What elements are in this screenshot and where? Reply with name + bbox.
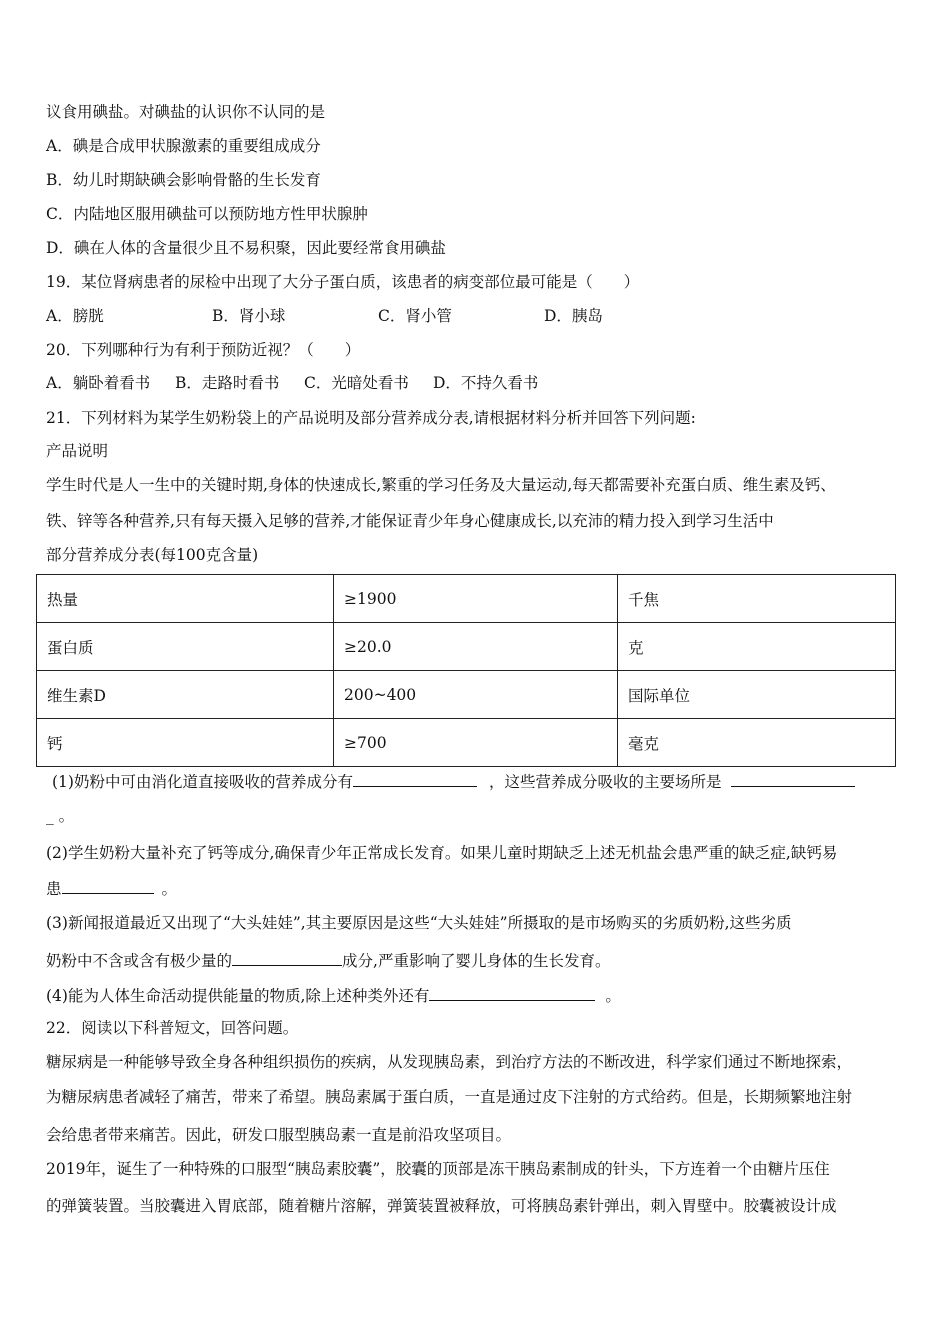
- table-cell: 维生素D: [37, 671, 334, 719]
- q22-paragraph-line: 会给患者带来痛苦。因此，研发口服型胰岛素一直是前沿攻坚项目。: [46, 1126, 512, 1144]
- q20-option-b: B．走路时看书: [175, 374, 280, 392]
- table-cell: 钙: [37, 719, 334, 767]
- q21-sub4: [46, 984, 621, 1006]
- q22-stem: 22．阅读以下科普短文，回答问题。: [46, 1019, 299, 1037]
- q21-table-caption: 部分营养成分表(每100克含量): [46, 546, 259, 564]
- nutrition-table: [36, 574, 896, 767]
- table-cell: ≥700: [334, 719, 618, 767]
- q21-sub3-text-c: 成分,严重影响了婴儿身体的生长发育。: [342, 952, 611, 970]
- q20-option-c: C．光暗处看书: [304, 374, 409, 392]
- answer-blank-1[interactable]: [353, 770, 477, 787]
- q18-option-b: B．幼儿时期缺碘会影响骨骼的生长发育: [46, 171, 321, 189]
- q21-sub3-line2: [46, 949, 610, 971]
- q22-paragraph-line: 糖尿病是一种能够导致全身各种组织损伤的疾病，从发现胰岛素，到治疗方法的不断改进，科学家们通过不断地探索，: [46, 1053, 853, 1071]
- answer-blank-5[interactable]: [429, 984, 595, 1001]
- q21-sub1-text-b: ，这些营养成分吸收的主要场所是: [488, 773, 722, 791]
- table-cell: ≥20.0: [334, 623, 618, 671]
- q21-product-text-2: 铁、锌等各种营养,只有每天摄入足够的营养,才能保证青少年身心健康成长,以充沛的精力投入到学习生活中: [46, 512, 774, 530]
- q20-stem: 20．下列哪种行为有利于预防近视？（ ）: [46, 341, 361, 359]
- q21-sub4-text-b: 。: [605, 987, 621, 1005]
- q18-option-d: D．碘在人体的含量很少且不易积聚，因此要经常食用碘盐: [46, 239, 446, 257]
- table-cell: 200~400: [334, 671, 618, 719]
- q19-option-d: D．胰岛: [544, 307, 603, 325]
- table-cell: 热量: [37, 575, 334, 623]
- table-row: [37, 671, 896, 719]
- answer-blank-4[interactable]: [232, 949, 342, 966]
- table-cell: 国际单位: [618, 671, 896, 719]
- q19-option-b: B．肾小球: [212, 307, 286, 325]
- q21-product-text-1: 学生时代是人一生中的关键时期,身体的快速成长,繁重的学习任务及大量运动,每天都需要补充蛋白质、维生素及钙、: [46, 476, 836, 494]
- table-row: [37, 575, 896, 623]
- q21-sub4-text-a: (4)能为人体生命活动提供能量的物质,除上述种类外还有: [46, 987, 430, 1005]
- q20-options: [46, 373, 538, 393]
- q21-product-heading: 产品说明: [46, 442, 109, 460]
- q21-sub3-text-b: 奶粉中不含或含有极少量的: [46, 952, 233, 970]
- answer-blank-2[interactable]: [731, 770, 855, 787]
- table-row: [37, 623, 896, 671]
- q19-option-c: C．肾小管: [378, 307, 452, 325]
- table-cell: 千焦: [618, 575, 896, 623]
- q18-option-a: A．碘是合成甲状腺激素的重要组成成分: [46, 137, 321, 155]
- table-cell: 毫克: [618, 719, 896, 767]
- q21-sub2-text-c: 。: [161, 880, 178, 898]
- q21-sub1-end: _ 。: [46, 807, 75, 825]
- q22-paragraph-line: 2019年，诞生了一种特殊的口服型“胰岛素胶囊”，胶囊的顶部是冻干胰岛素制成的针头，下方连着一个由糖片压住: [46, 1160, 830, 1178]
- q22-paragraph-line: 的弹簧装置。当胶囊进入胃底部，随着糖片溶解，弹簧装置被释放，可将胰岛素针弹出，刺入胃壁中。胶囊被设计成: [46, 1197, 837, 1215]
- q21-sub2-line1: (2)学生奶粉大量补充了钙等成分,确保青少年正常成长发育。如果儿童时期缺乏上述无机盐会患严重的缺乏症,缺钙易: [46, 844, 838, 862]
- table-cell: ≥1900: [334, 575, 618, 623]
- q21-sub2-text-b: 患: [46, 880, 62, 898]
- table-cell: 克: [618, 623, 896, 671]
- q21-sub2-line2: [46, 877, 177, 899]
- q19-options: [46, 306, 603, 326]
- q21-sub1: [52, 770, 855, 792]
- q18-stem-tail: 议食用碘盐。对碘盐的认识你不认同的是: [46, 103, 326, 121]
- table-row: [37, 719, 896, 767]
- answer-blank-3[interactable]: [62, 877, 154, 894]
- q21-sub3-line1: (3)新闻报道最近又出现了“大头娃娃”,其主要原因是这些“大头娃娃”所摄取的是市场购买的劣质奶粉,这些劣质: [46, 914, 792, 932]
- q22-paragraph-line: 为糖尿病患者减轻了痛苦，带来了希望。胰岛素属于蛋白质，一直是通过皮下注射的方式给药。但是，长期频繁地注射: [46, 1088, 853, 1106]
- q20-option-d: D．不持久看书: [433, 374, 539, 392]
- q19-stem: 19．某位肾病患者的尿检中出现了大分子蛋白质，该患者的病变部位最可能是（ ）: [46, 273, 640, 291]
- q19-option-a: A．膀胱: [46, 307, 104, 325]
- table-cell: 蛋白质: [37, 623, 334, 671]
- q20-option-a: A．躺卧着看书: [46, 374, 151, 392]
- q18-option-c: C．内陆地区服用碘盐可以预防地方性甲状腺肿: [46, 205, 368, 223]
- q21-stem: 21．下列材料为某学生奶粉袋上的产品说明及部分营养成分表,请根据材料分析并回答下列问题:: [46, 409, 696, 427]
- q21-sub1-text-a: (1)奶粉中可由消化道直接吸收的营养成分有: [52, 773, 353, 791]
